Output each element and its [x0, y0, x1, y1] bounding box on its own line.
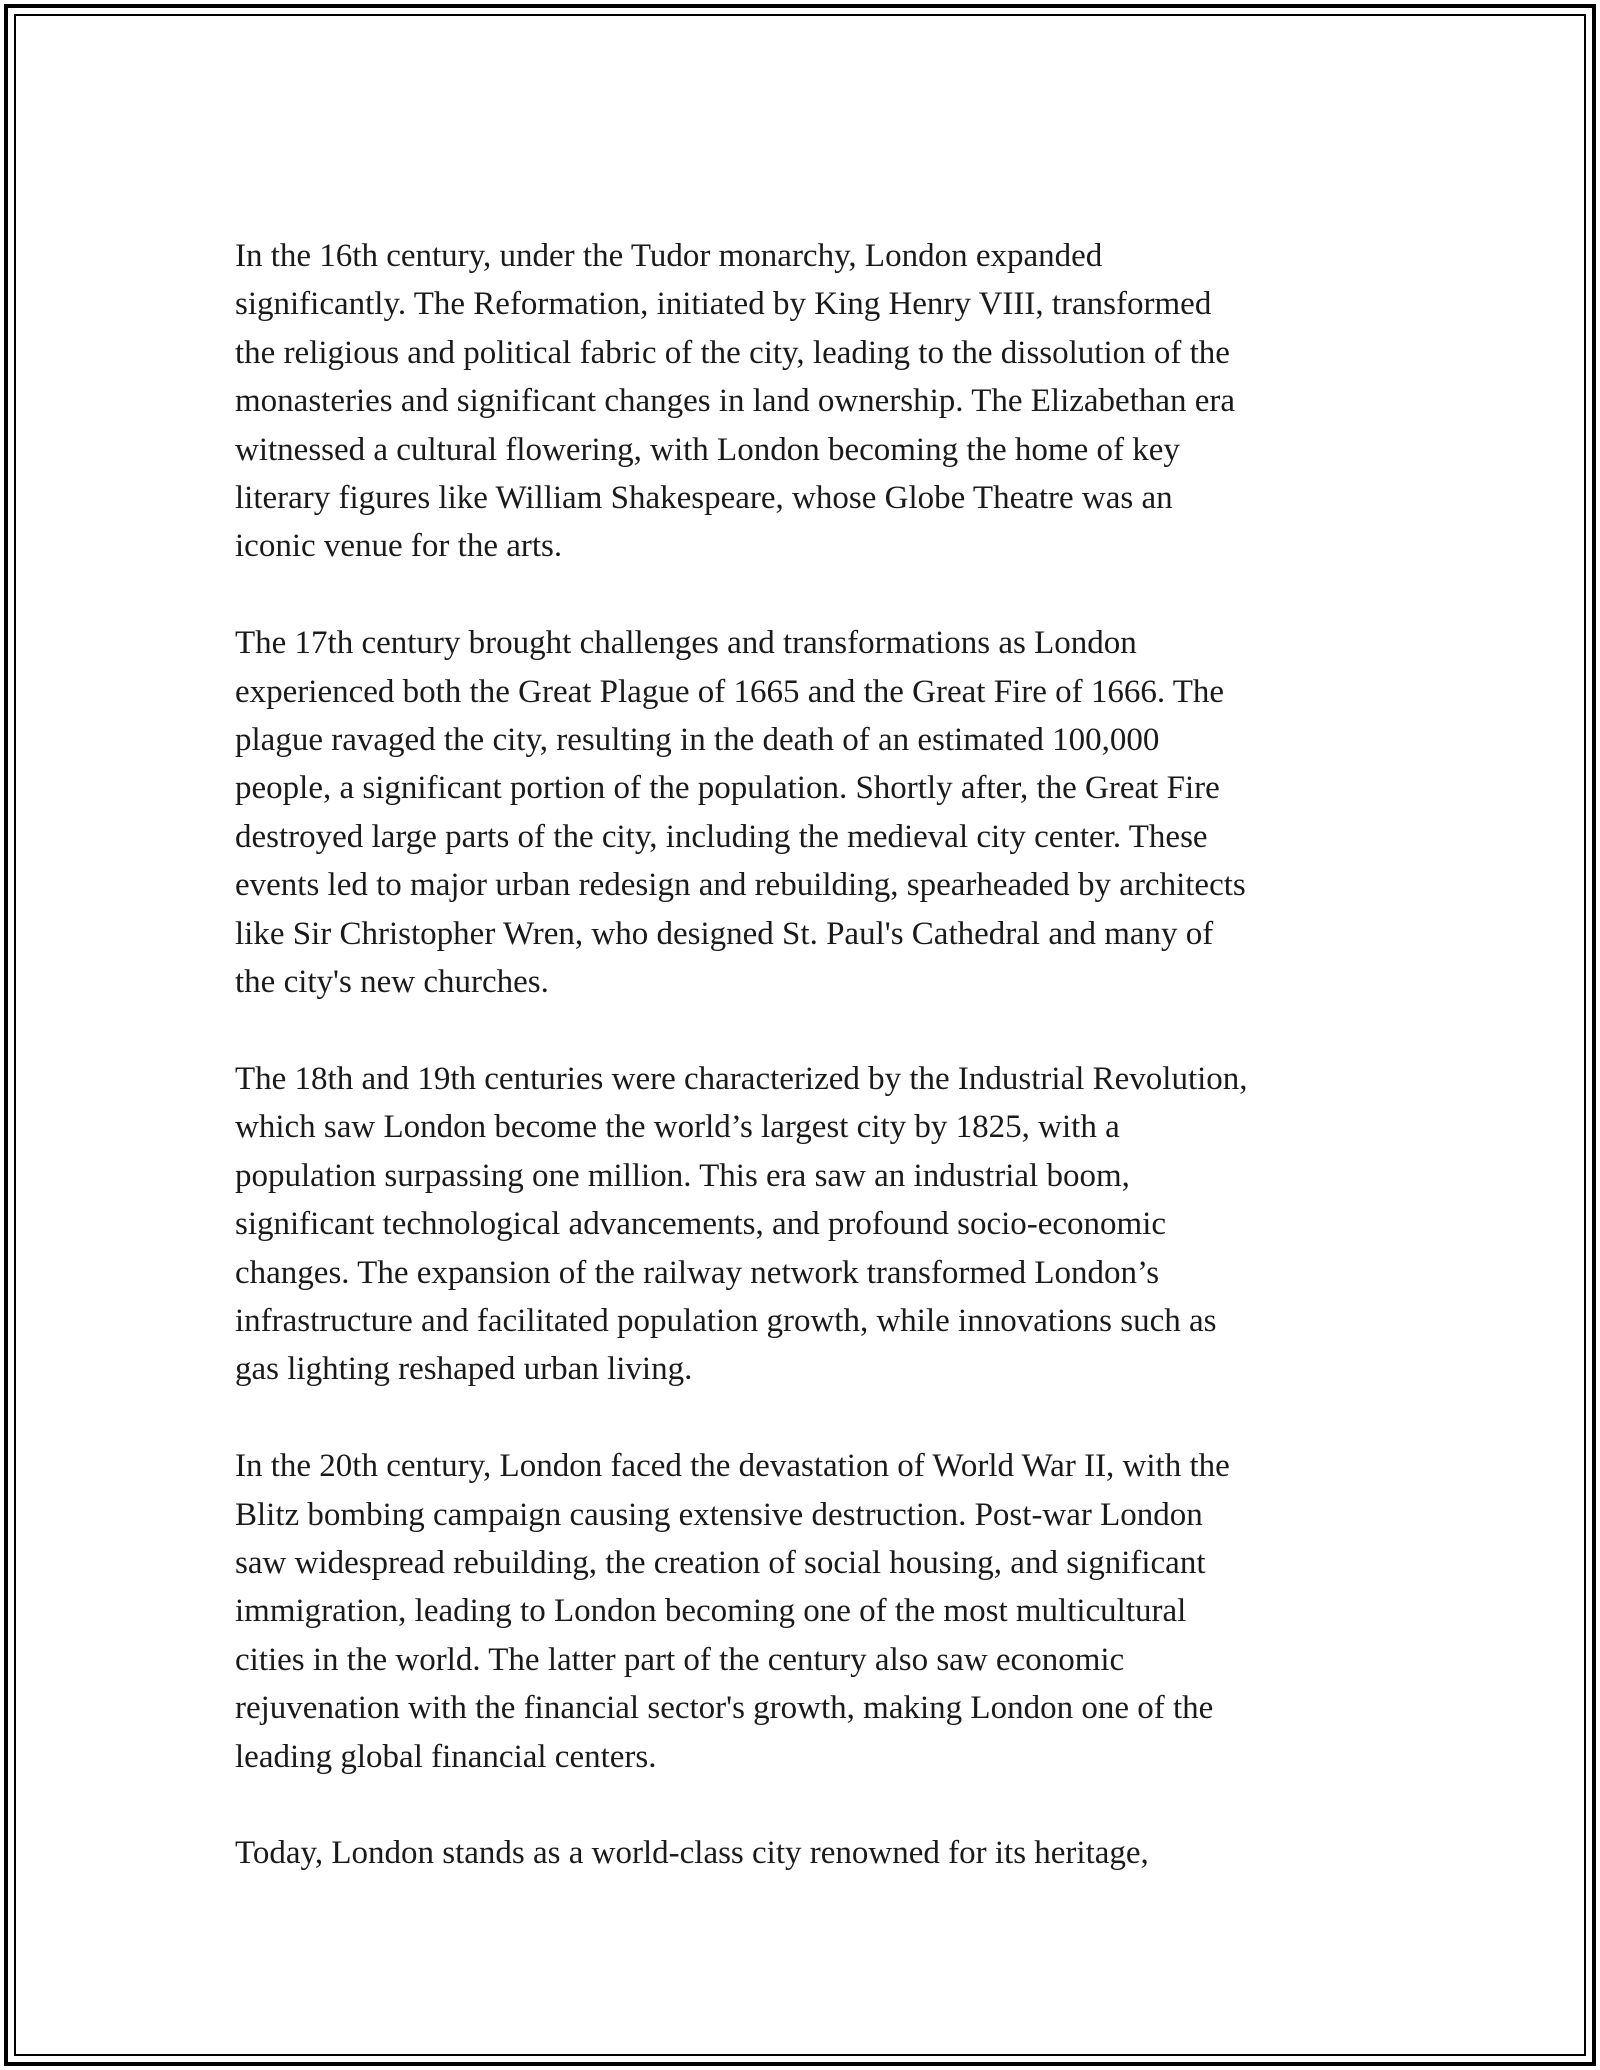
paragraph-tudor-era — [235, 232, 1415, 571]
text-line: the religious and political fabric of the city, leading to the dissolution of the — [235, 334, 1230, 371]
text-line: immigration, leading to London becoming one of the most multicultural — [235, 1593, 1187, 1630]
paragraph-industrial-revolution — [235, 1055, 1415, 1394]
text-line: saw widespread rebuilding, the creation of social housing, and significant — [235, 1544, 1206, 1581]
text-line: monasteries and significant changes in land ownership. The Elizabethan era — [235, 383, 1236, 420]
text-line: significantly. The Reformation, initiated by King Henry VIII, transformed — [235, 286, 1212, 323]
paragraph-today — [235, 1829, 1415, 1877]
text-line: iconic venue for the arts. — [235, 528, 563, 565]
text-line: infrastructure and facilitated population growth, while innovations such as — [235, 1302, 1217, 1339]
text-line: plague ravaged the city, resulting in the death of an estimated 100,000 — [235, 722, 1160, 759]
text-line: Today, London stands as a world-class city renowned for its heritage, — [235, 1835, 1149, 1872]
text-line: events led to major urban redesign and rebuilding, spearheaded by architects — [235, 867, 1246, 904]
text-line: gas lighting reshaped urban living. — [235, 1351, 693, 1388]
text-line: literary figures like William Shakespeare, whose Globe Theatre was an — [235, 480, 1173, 517]
text-line: like Sir Christopher Wren, who designed St. Paul's Cathedral and many of — [235, 915, 1214, 952]
text-line: people, a significant portion of the population. Shortly after, the Great Fire — [235, 770, 1220, 807]
text-line: In the 16th century, under the Tudor monarchy, London expanded — [235, 238, 1103, 274]
text-line: population surpassing one million. This era saw an industrial boom, — [235, 1157, 1130, 1194]
text-line: which saw London become the world’s largest city by 1825, with a — [235, 1109, 1120, 1146]
text-line: rejuvenation with the financial sector's growth, making London one of the — [235, 1690, 1214, 1727]
text-line: destroyed large parts of the city, including the medieval city center. These — [235, 818, 1208, 855]
text-line: significant technological advancements, and profound socio-economic — [235, 1206, 1167, 1243]
text-line: changes. The expansion of the railway network transformed London’s — [235, 1254, 1160, 1291]
text-line: Blitz bombing campaign causing extensive destruction. Post-war London — [235, 1496, 1203, 1533]
paragraph-17th-century — [235, 619, 1415, 1006]
paragraph-20th-century — [235, 1442, 1415, 1781]
text-line: In the 20th century, London faced the devastation of World War II, with the — [235, 1448, 1230, 1485]
text-line: The 18th and 19th centuries were characterized by the Industrial Revolution, — [235, 1060, 1248, 1097]
text-line: the city's new churches. — [235, 964, 549, 1001]
text-line: The 17th century brought challenges and transformations as London — [235, 625, 1137, 662]
document-body — [235, 232, 1415, 1926]
text-line: experienced both the Great Plague of 1665 and the Great Fire of 1666. The — [235, 673, 1225, 710]
text-line: leading global financial centers. — [235, 1738, 657, 1775]
text-line: cities in the world. The latter part of the century also saw economic — [235, 1641, 1125, 1678]
text-line: witnessed a cultural flowering, with London becoming the home of key — [235, 431, 1180, 468]
